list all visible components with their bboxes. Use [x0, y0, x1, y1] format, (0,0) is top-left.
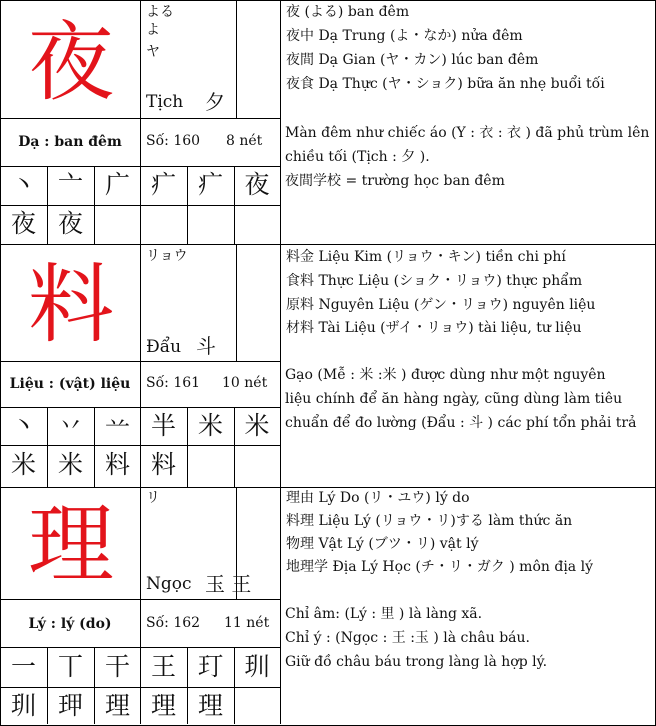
vocab-line: 夜食 Dạ Thực (ヤ・ショク) bữa ăn nhẹ buổi tối [286, 76, 605, 92]
vocab-line: 夜 (よる) ban đêm [286, 4, 410, 20]
stroke-step: 疒 [197, 170, 223, 199]
stroke-step: 理 [150, 691, 176, 720]
kanji-number: Số: 162 [146, 615, 201, 631]
vocab-line: 原料 Nguyên Liệu (ゲン・リョウ) nguyên liệu [286, 297, 596, 313]
vocab-line: 物理 Vật Lý (ブツ・リ) vật lý [286, 536, 479, 552]
stroke-step: 米 [244, 411, 270, 440]
vocab-line: 理由 Lý Do (リ・ユウ) lý do [286, 490, 470, 506]
stroke-step: 理 [104, 691, 130, 720]
stroke-step: 夜 [10, 209, 36, 238]
explanation-line: Chỉ ý : (Ngọc : 王 :玉 ) là châu báu. [285, 630, 530, 646]
stroke-step: 丷 [57, 411, 83, 440]
kun-reading: リ [146, 490, 160, 506]
big-kanji: 料 [28, 255, 114, 355]
kanji-number: Số: 161 [146, 375, 201, 391]
stroke-step: 疒 [150, 170, 176, 199]
kanji-number: Số: 160 [146, 133, 201, 149]
stroke-step: 米 [10, 450, 36, 479]
stroke-step: 丶 [10, 411, 36, 440]
vocab-line: 夜間 Dạ Gian (ヤ・カン) lúc ban đêm [286, 52, 539, 68]
stroke-step: 夜 [244, 170, 270, 199]
stroke-step: 料 [150, 450, 176, 479]
kanji-title: Dạ : ban đêm [18, 134, 122, 150]
stroke-step: 玾 [57, 691, 83, 720]
stroke-step: 半 [150, 411, 176, 440]
stroke-step: 一 [10, 652, 36, 681]
stroke-step: 亠 [57, 170, 83, 199]
hanviet-name: Tịch [146, 92, 184, 112]
explanation-line: Màn đêm như chiếc áo (Y : 衣 : 衣 ) đã phủ trùm lên [285, 125, 650, 141]
component-kanji: 夕 [205, 90, 225, 114]
component-kanji: 斗 [196, 334, 216, 358]
vocab-line: 料理 Liệu Lý (リョウ・リ)する làm thức ăn [286, 513, 573, 529]
hanviet-name: Đẩu [146, 337, 182, 357]
stroke-step: 丶 [10, 170, 36, 199]
big-kanji: 夜 [28, 13, 114, 113]
kun-reading: よる [146, 4, 174, 20]
component-kanji: 玉 王 [205, 572, 252, 596]
vocab-line: 材料 Tài Liệu (ザイ・リョウ) tài liệu, tư liệu [286, 320, 582, 336]
reading-extra: よ [146, 22, 160, 38]
kanji-title: Liệu : (vật) liệu [9, 376, 131, 392]
stroke-step: 玎 [197, 652, 223, 681]
big-kanji: 理 [28, 495, 114, 595]
stroke-step: 玔 [244, 652, 270, 681]
stroke-step: 理 [197, 691, 223, 720]
stroke-count: 10 nét [222, 375, 268, 391]
vocab-line: 地理学 Địa Lý Học (チ・リ・ガク ) môn địa lý [286, 559, 593, 575]
stroke-step: 丅 [57, 652, 83, 681]
vocab-line: 食料 Thực Liệu (ショク・リョウ) thực phẩm [286, 273, 583, 289]
explanation-line: chiều tối (Tịch : 夕 ). [285, 149, 430, 165]
explanation-line: liệu chính để ăn hàng ngày, cũng dùng làm tiêu [285, 391, 623, 407]
stroke-step: 王 [150, 652, 176, 681]
kanji-title: Lý : lý (do) [28, 616, 112, 632]
stroke-count: 8 nét [226, 133, 263, 149]
stroke-step: 料 [104, 450, 130, 479]
explanation-line: Giữ đồ châu báu trong làng là hợp lý. [285, 654, 548, 670]
stroke-step: 玔 [10, 691, 36, 720]
explanation-line: Gạo (Mễ : 米 :米 ) được dùng như một nguyên [285, 367, 606, 383]
stroke-step: 米 [57, 450, 83, 479]
vocab-line: 料金 Liệu Kim (リョウ・キン) tiền chi phí [286, 249, 566, 265]
stroke-step: 广 [104, 170, 130, 199]
vocab-line: 夜中 Dạ Trung (よ・なか) nửa đêm [286, 28, 523, 44]
reading-extra: ヤ [146, 44, 160, 60]
kun-reading: リョウ [146, 248, 188, 264]
stroke-step: 干 [104, 652, 130, 681]
hanviet-name: Ngọc [146, 574, 192, 594]
explanation-line: chuẩn để đo lường (Đẩu : 斗 ) các phí tổn phải trả [285, 415, 637, 431]
stroke-step: 䒑 [104, 411, 130, 440]
explanation-line: 夜間学校 = trường học ban đêm [285, 173, 505, 189]
explanation-line: Chỉ âm: (Lý : 里 ) là làng xã. [285, 606, 483, 622]
stroke-step: 米 [197, 411, 223, 440]
stroke-step: 夜 [57, 209, 83, 238]
stroke-count: 11 nét [224, 615, 270, 631]
